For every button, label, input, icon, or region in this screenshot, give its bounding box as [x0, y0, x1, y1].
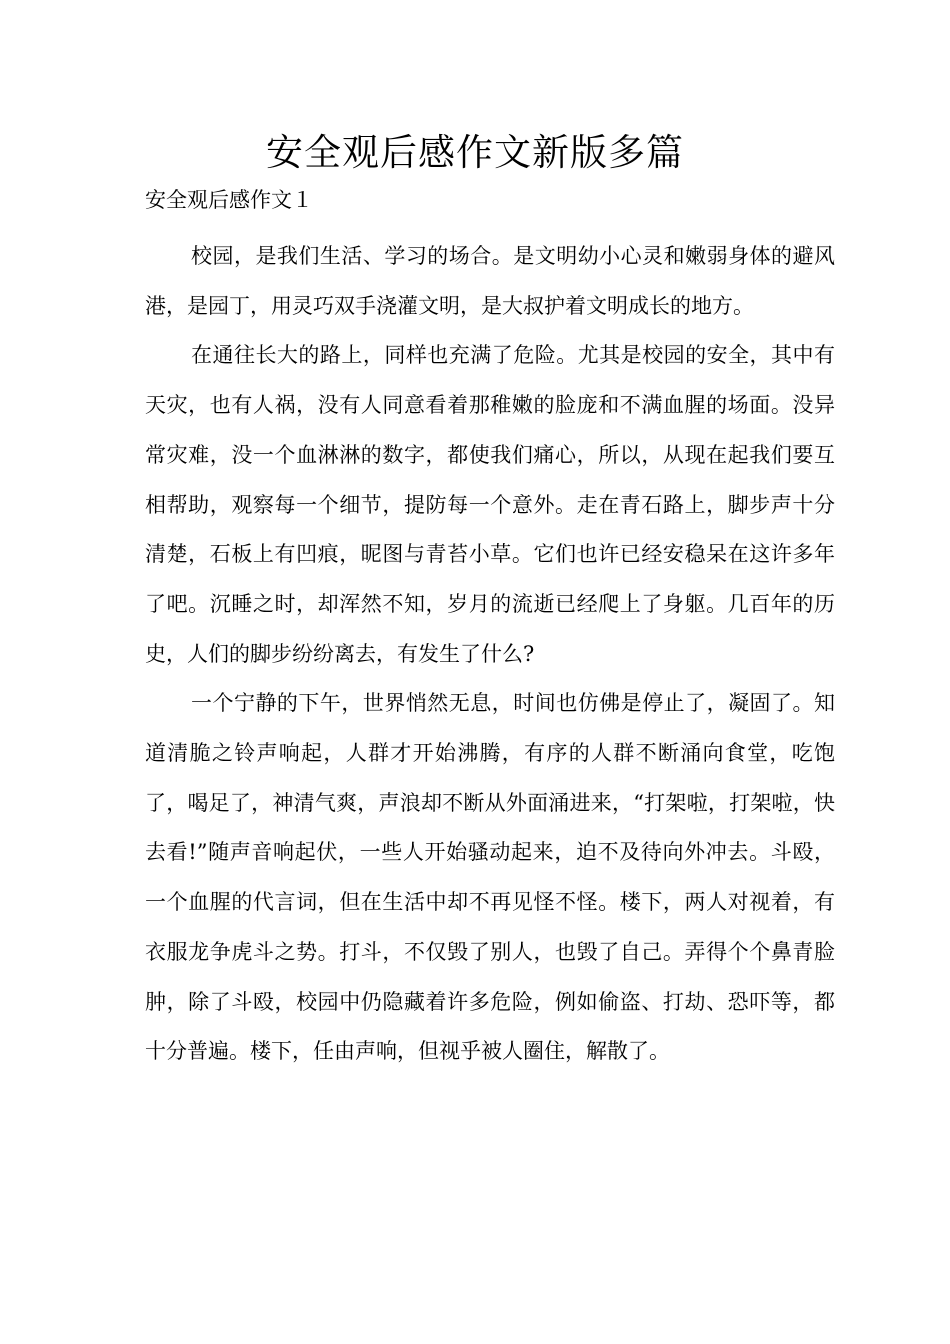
paragraph-2: 在通往长大的路上，同样也充满了危险。尤其是校园的安全，其中有天灾，也有人祸，没有人同意看着那稚嫩的脸庞和不满血腥的场面。没异常灾难，没一个血淋淋的数字，都使我们痛心，所以，从现在起我们要互相帮助，观察每一个细节，提防每一个意外。走在青石路上，脚步声十分清楚，石板上有凹痕，昵图与青苔小草。它们也许已经安稳呆在这许多年了吧。沉睡之时，却浑然不知，岁月的流逝已经爬上了身躯。几百年的历史，人们的脚步纷纷离去，有发生了什么? [145, 343, 835, 666]
document-body [145, 232, 835, 1077]
paragraph-3: 一个宁静的下午，世界悄然无息，时间也仿佛是停止了，凝固了。知道清脆之铃声响起，人群才开始沸腾，有序的人群不断涌向食堂，吃饱了，喝足了，神清气爽，声浪却不断从外面涌进来，“打架啦，打架啦，快去看!”随声音响起伏，一些人开始骚动起来，迫不及待向外冲去。斗殴，一个血腥的代言词，但在生活中却不再见怪不怪。楼下，两人对视着，有衣服龙争虎斗之势。打斗，不仅毁了别人，也毁了自己。弄得个个鼻青脸肿，除了斗殴，校园中仍隐藏着许多危险，例如偷盗、打劫、恐吓等，都十分普遍。楼下，任由声响，但视乎被人圈住，解散了。 [145, 691, 835, 1064]
section-heading: 安全观后感作文１ [145, 188, 313, 212]
document-title: 安全观后感作文新版多篇 [266, 131, 684, 174]
paragraph-1: 校园，是我们生活、学习的场合。是文明幼小心灵和嫩弱身体的避风港，是园丁，用灵巧双手浇灌文明，是大叔护着文明成长的地方。 [145, 244, 835, 318]
